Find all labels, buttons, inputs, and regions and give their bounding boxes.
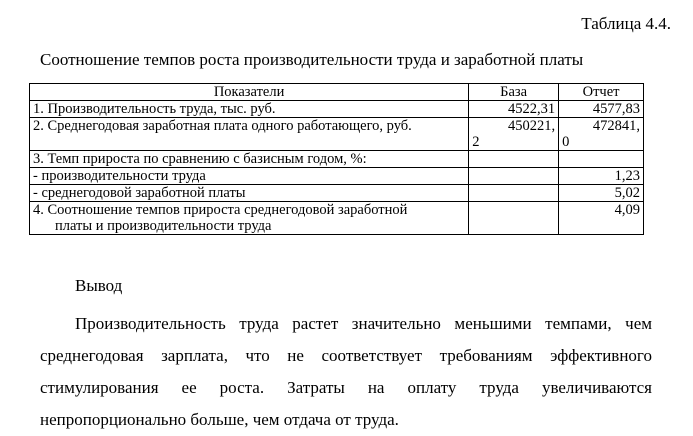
row-label: - производительности труда [30, 168, 469, 185]
row-base-value [469, 202, 559, 235]
report-value-line2: 0 [562, 134, 570, 150]
table-header-row [30, 84, 644, 101]
row-label-line2: платы и производительности труда [55, 218, 272, 234]
row-report-value [559, 118, 644, 151]
row-base-value [469, 185, 559, 202]
indicators-table [29, 83, 644, 235]
row-base-value [469, 118, 559, 151]
row-base-value [469, 168, 559, 185]
row-report-value: 5,02 [559, 185, 644, 202]
conclusion-paragraph: Производительность труда растет значительно меньшими темпами, чем среднегодовая зарплата, что не соответствует требованиям эффективного стимулирования ее роста. Затраты на оплату труда увеличиваются непропорционально больше, чем отдача от труда. [40, 314, 652, 429]
row-report-value: 4577,83 [559, 101, 644, 118]
table-title: Соотношение темпов роста производительности труда и заработной платы [40, 50, 584, 69]
table-row [30, 101, 644, 118]
row-label: - среднегодовой заработной платы [30, 185, 469, 202]
row-label: 1. Производительность труда, тыс. руб. [30, 101, 469, 118]
row-report-value [559, 151, 644, 168]
base-value-line1: 450221, [507, 118, 556, 134]
row-base-value: 4522,31 [469, 101, 559, 118]
section-heading: Вывод [75, 276, 123, 295]
row-label [30, 202, 469, 235]
row-report-value: 1,23 [559, 168, 644, 185]
table-row [30, 185, 644, 202]
table-row [30, 151, 644, 168]
row-label: 2. Среднегодовая заработная плата одного работающего, руб. [30, 118, 469, 151]
table-row [30, 118, 644, 151]
row-label: 3. Темп прироста по сравнению с базисным годом, %: [30, 151, 469, 168]
report-value-line1: 472841, [592, 118, 640, 134]
table-row [30, 168, 644, 185]
row-base-value [469, 151, 559, 168]
table-number: Таблица 4.4. [581, 14, 671, 33]
header-base: База [469, 84, 559, 101]
header-report: Отчет [559, 84, 644, 101]
table-row [30, 202, 644, 235]
base-value-line2: 2 [472, 134, 480, 150]
header-indicators: Показатели [30, 84, 469, 101]
row-label-line1: 4. Соотношение темпов прироста среднегодовой заработной [33, 202, 408, 218]
row-report-value: 4,09 [559, 202, 644, 235]
